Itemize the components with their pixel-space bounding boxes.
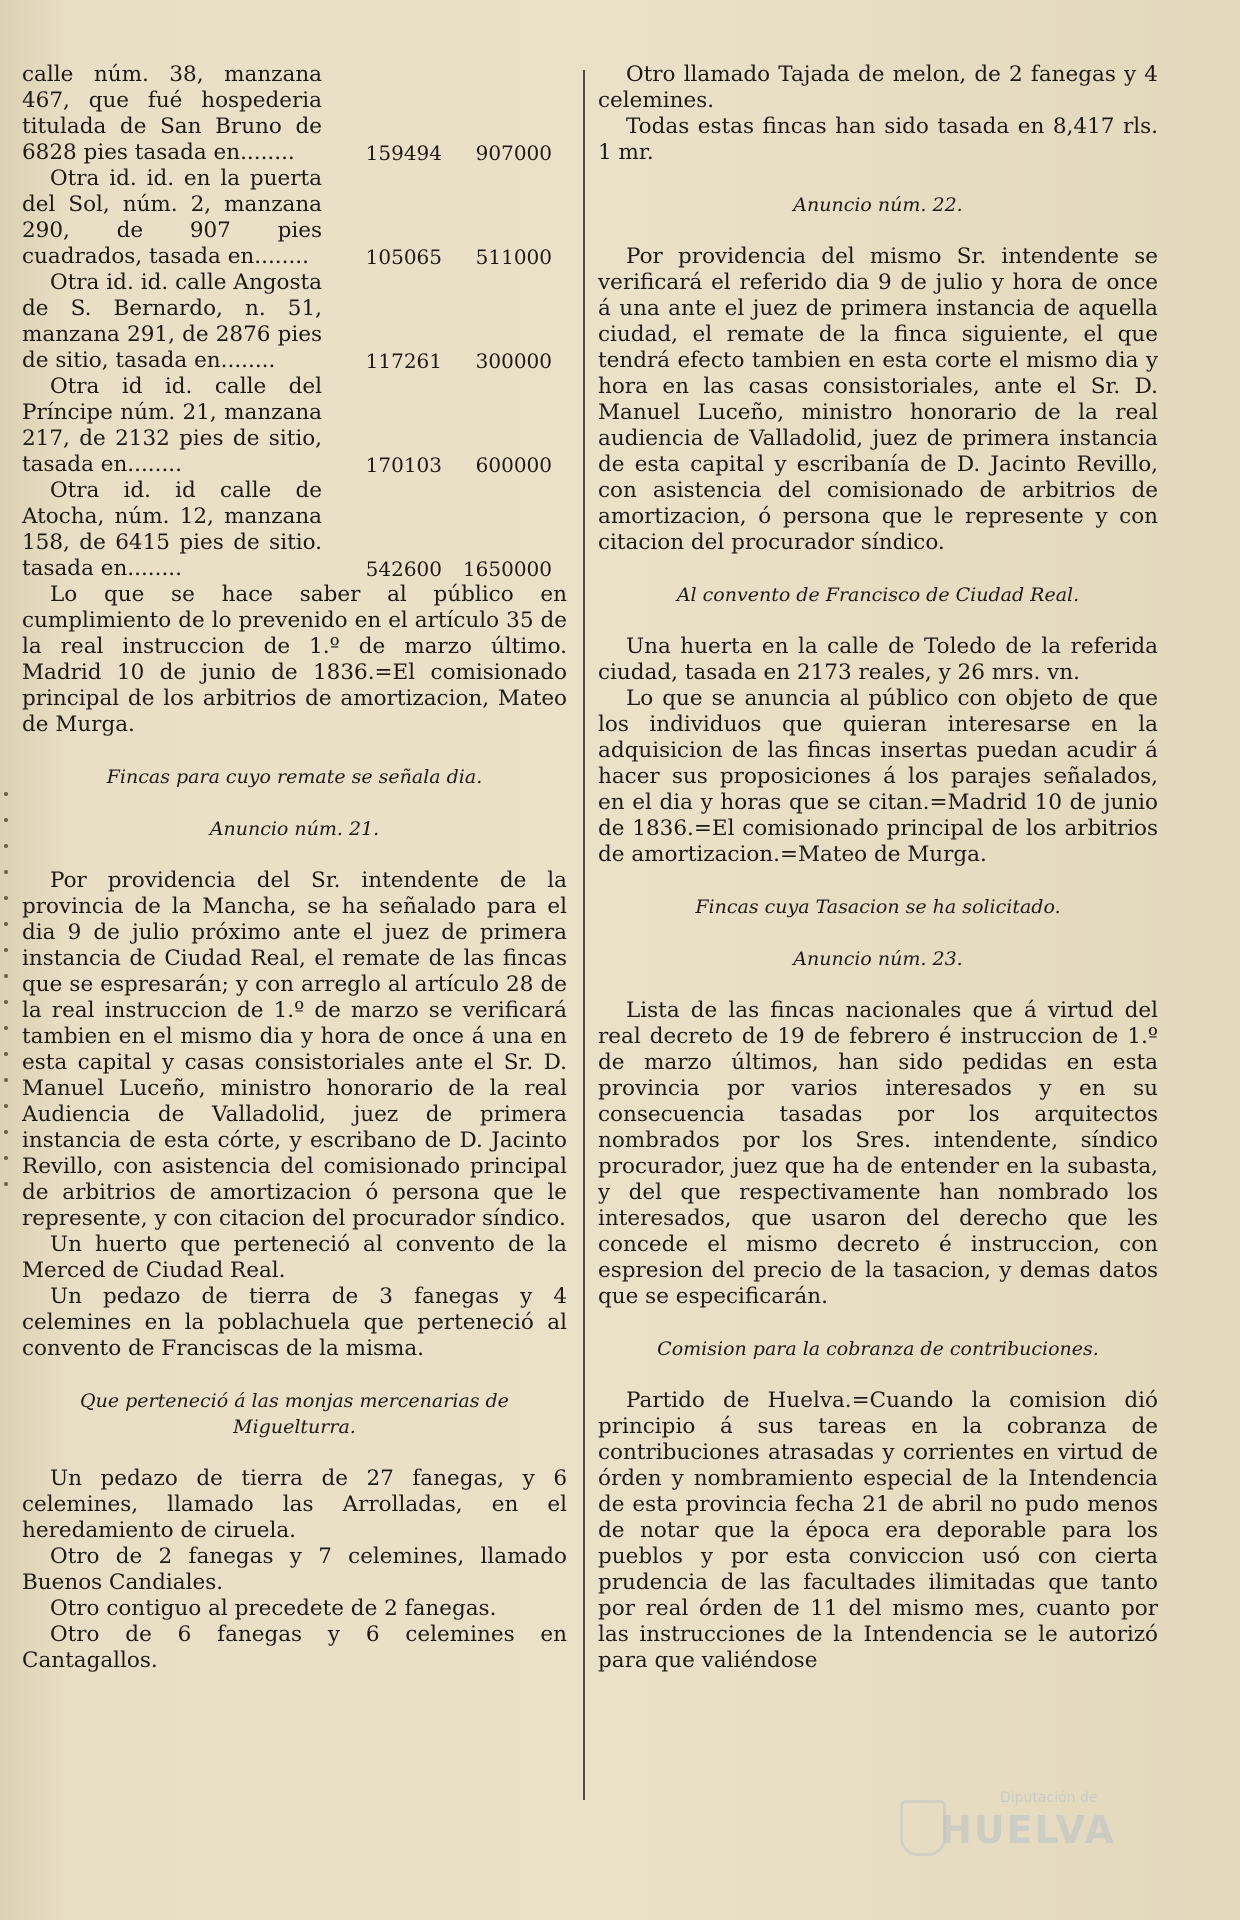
list-item: Un pedazo de tierra de 27 fanegas, y 6 celemines, llamado las Arrolladas, en el heredamiento de ciruela.: [22, 1466, 567, 1543]
list-item: Otro de 2 fanegas y 7 celemines, llamado Buenos Candiales.: [22, 1544, 567, 1595]
property-value-2: 511000: [475, 245, 552, 269]
property-value-2: 907000: [475, 141, 552, 165]
announcement-text: Lista de las fincas nacionales que á virtud del real decreto de 19 de febrero é instruccion de 1.º de marzo últimos, han sido pedidas en esta provincia por varios interesados y en su consecuencia tasadas por los arquitectos nombrados por los Sres. intendente, síndico procurador, juez que ha de entender en la subasta, y del que respectivamente han nombrado los interesados, que usaron del derecho que les concede el mismo decreto é instruccion, con espresion del precio de la tasacion, y demas datos que se especificarán.: [598, 998, 1158, 1309]
property-value-2: 300000: [475, 349, 552, 373]
valuation-note: Todas estas fincas han sido tasada en 8,417 rls. 1 mr.: [598, 114, 1158, 165]
section-heading: Que perteneció á las monjas mercenarias de Miguelturra.: [80, 1390, 509, 1438]
property-value-1: 117261: [365, 349, 442, 373]
watermark-logo: HUELVA: [940, 1808, 1116, 1852]
property-entry: [22, 62, 567, 166]
property-entry: [22, 374, 567, 478]
list-item: Otro contiguo al precedete de 2 fanegas.: [50, 1596, 497, 1621]
property-description: Otra id. id. calle Angosta de S. Bernardo, n. 51, manzana 291, de 2876 pies de sitio, tasada en........: [22, 270, 322, 373]
list-item: Una huerta en la calle de Toledo de la referida ciudad, tasada en 2173 reales, y 26 mrs. vn.: [598, 634, 1158, 685]
property-description: Otra id. id. en la puerta del Sol, núm. 2, manzana 290, de 907 pies cuadrados, tasada en........: [22, 166, 322, 269]
announcement-number: Anuncio núm. 23.: [793, 948, 963, 970]
property-entry: [22, 478, 567, 582]
property-description: calle núm. 38, manzana 467, que fué hospederia titulada de San Bruno de 6828 pies tasada en........: [22, 62, 322, 165]
section-heading: Fincas cuya Tasacion se ha solicitado.: [695, 896, 1061, 918]
property-description: Otra id. id calle de Atocha, núm. 12, manzana 158, de 6415 pies de sitio. tasada en........: [22, 478, 322, 581]
list-item: Un pedazo de tierra de 3 fanegas y 4 celemines en la poblachuela que perteneció al convento de Franciscas de la misma.: [22, 1284, 567, 1361]
section-heading: Fincas para cuyo remate se señala dia.: [106, 766, 483, 788]
section-heading: Al convento de Francisco de Ciudad Real.: [676, 584, 1080, 606]
list-item: Otro de 6 fanegas y 6 celemines en Cantagallos.: [22, 1622, 567, 1673]
property-description: Otra id id. calle del Príncipe núm. 21, manzana 217, de 2132 pies de sitio, tasada en........: [22, 374, 322, 477]
watermark-caption: Diputación de: [1000, 1790, 1098, 1806]
property-value-1: 105065: [365, 245, 442, 269]
closing-paragraph: Lo que se hace saber al público en cumplimiento de lo prevenido en el artículo 35 de la real instruccion de 1.º de marzo último. Madrid 10 de junio de 1836.=El comisionado principal de los arbitrios de amortizacion, Mateo de Murga.: [22, 582, 567, 737]
property-entry: [22, 270, 567, 374]
column-divider: [583, 70, 585, 1800]
right-column: [598, 62, 1158, 1674]
closing-paragraph: Lo que se anuncia al público con objeto de que los individuos que quieran interesarse en la adquisicion de las fincas insertas puedan acudir á hacer sus proposiciones á los parajes señalados, en el dia y horas que se citan.=Madrid 10 de junio de 1836.=El comisionado principal de los arbitrios de amortizacion.=Mateo de Murga.: [598, 686, 1158, 867]
property-value-1: 170103: [365, 453, 442, 477]
property-value-2: 600000: [475, 453, 552, 477]
property-entry: [22, 166, 567, 270]
property-value-1: 542600: [365, 557, 442, 581]
property-value-2: 1650000: [462, 557, 552, 581]
list-item: Un huerto que perteneció al convento de la Merced de Ciudad Real.: [22, 1232, 567, 1283]
section-heading: Comision para la cobranza de contribuciones.: [657, 1338, 1099, 1360]
left-column: [22, 62, 567, 1674]
announcement-text: Por providencia del mismo Sr. intendente se verificará el referido dia 9 de julio y hora de once á una ante el juez de primera instancia de aquella ciudad, el remate de la finca siguiente, el que tendrá efecto tambien en esta corte el mismo dia y hora en las casas consistoriales, ante el Sr. D. Manuel Luceño, ministro honorario de la real audiencia de Valladolid, juez de primera instancia de esta capital y escribanía de D. Jacinto Revillo, con asistencia del comisionado de arbitrios de amortizacion, ó persona que le represente y con citacion del procurador síndico.: [598, 244, 1158, 555]
list-item: Otro llamado Tajada de melon, de 2 fanegas y 4 celemines.: [598, 62, 1158, 113]
property-value-1: 159494: [365, 141, 442, 165]
announcement-number: Anuncio núm. 22.: [793, 194, 963, 216]
announcement-number: Anuncio núm. 21.: [209, 818, 380, 840]
announcement-text: Por providencia del Sr. intendente de la provincia de la Mancha, se ha señalado para el dia 9 de julio próximo ante el juez de primera instancia de Ciudad Real, el remate de las fincas que se espresarán; y con arreglo al artículo 28 de la real instruccion de 1.º de marzo se verificará tambien en el mismo dia y hora de once á una en esta capital y casas consistoriales ante el Sr. D. Manuel Luceño, ministro honorario de la real Audiencia de Valladolid, juez de primera instancia de esta córte, y escribano de D. Jacinto Revillo, con asistencia del comisionado principal de arbitrios de amortizacion ó persona que le represente, y con citacion del procurador síndico.: [22, 868, 567, 1231]
announcement-text: Partido de Huelva.=Cuando la comision dió principio á sus tareas en la cobranza de contribuciones atrasadas y corrientes en virtud de órden y nombramiento especial de la Intendencia de esta provincia fecha 21 de abril no pudo menos de notar que la época era deporable para los pueblos y por esta conviccion usó con cierta prudencia de las facultades ilimitadas que tanto por real órden de 11 del mismo mes, cuanto por las instrucciones de la Intendencia se le autorizó para que valiéndose: [598, 1388, 1158, 1673]
margin-bullets: [4, 770, 14, 1208]
